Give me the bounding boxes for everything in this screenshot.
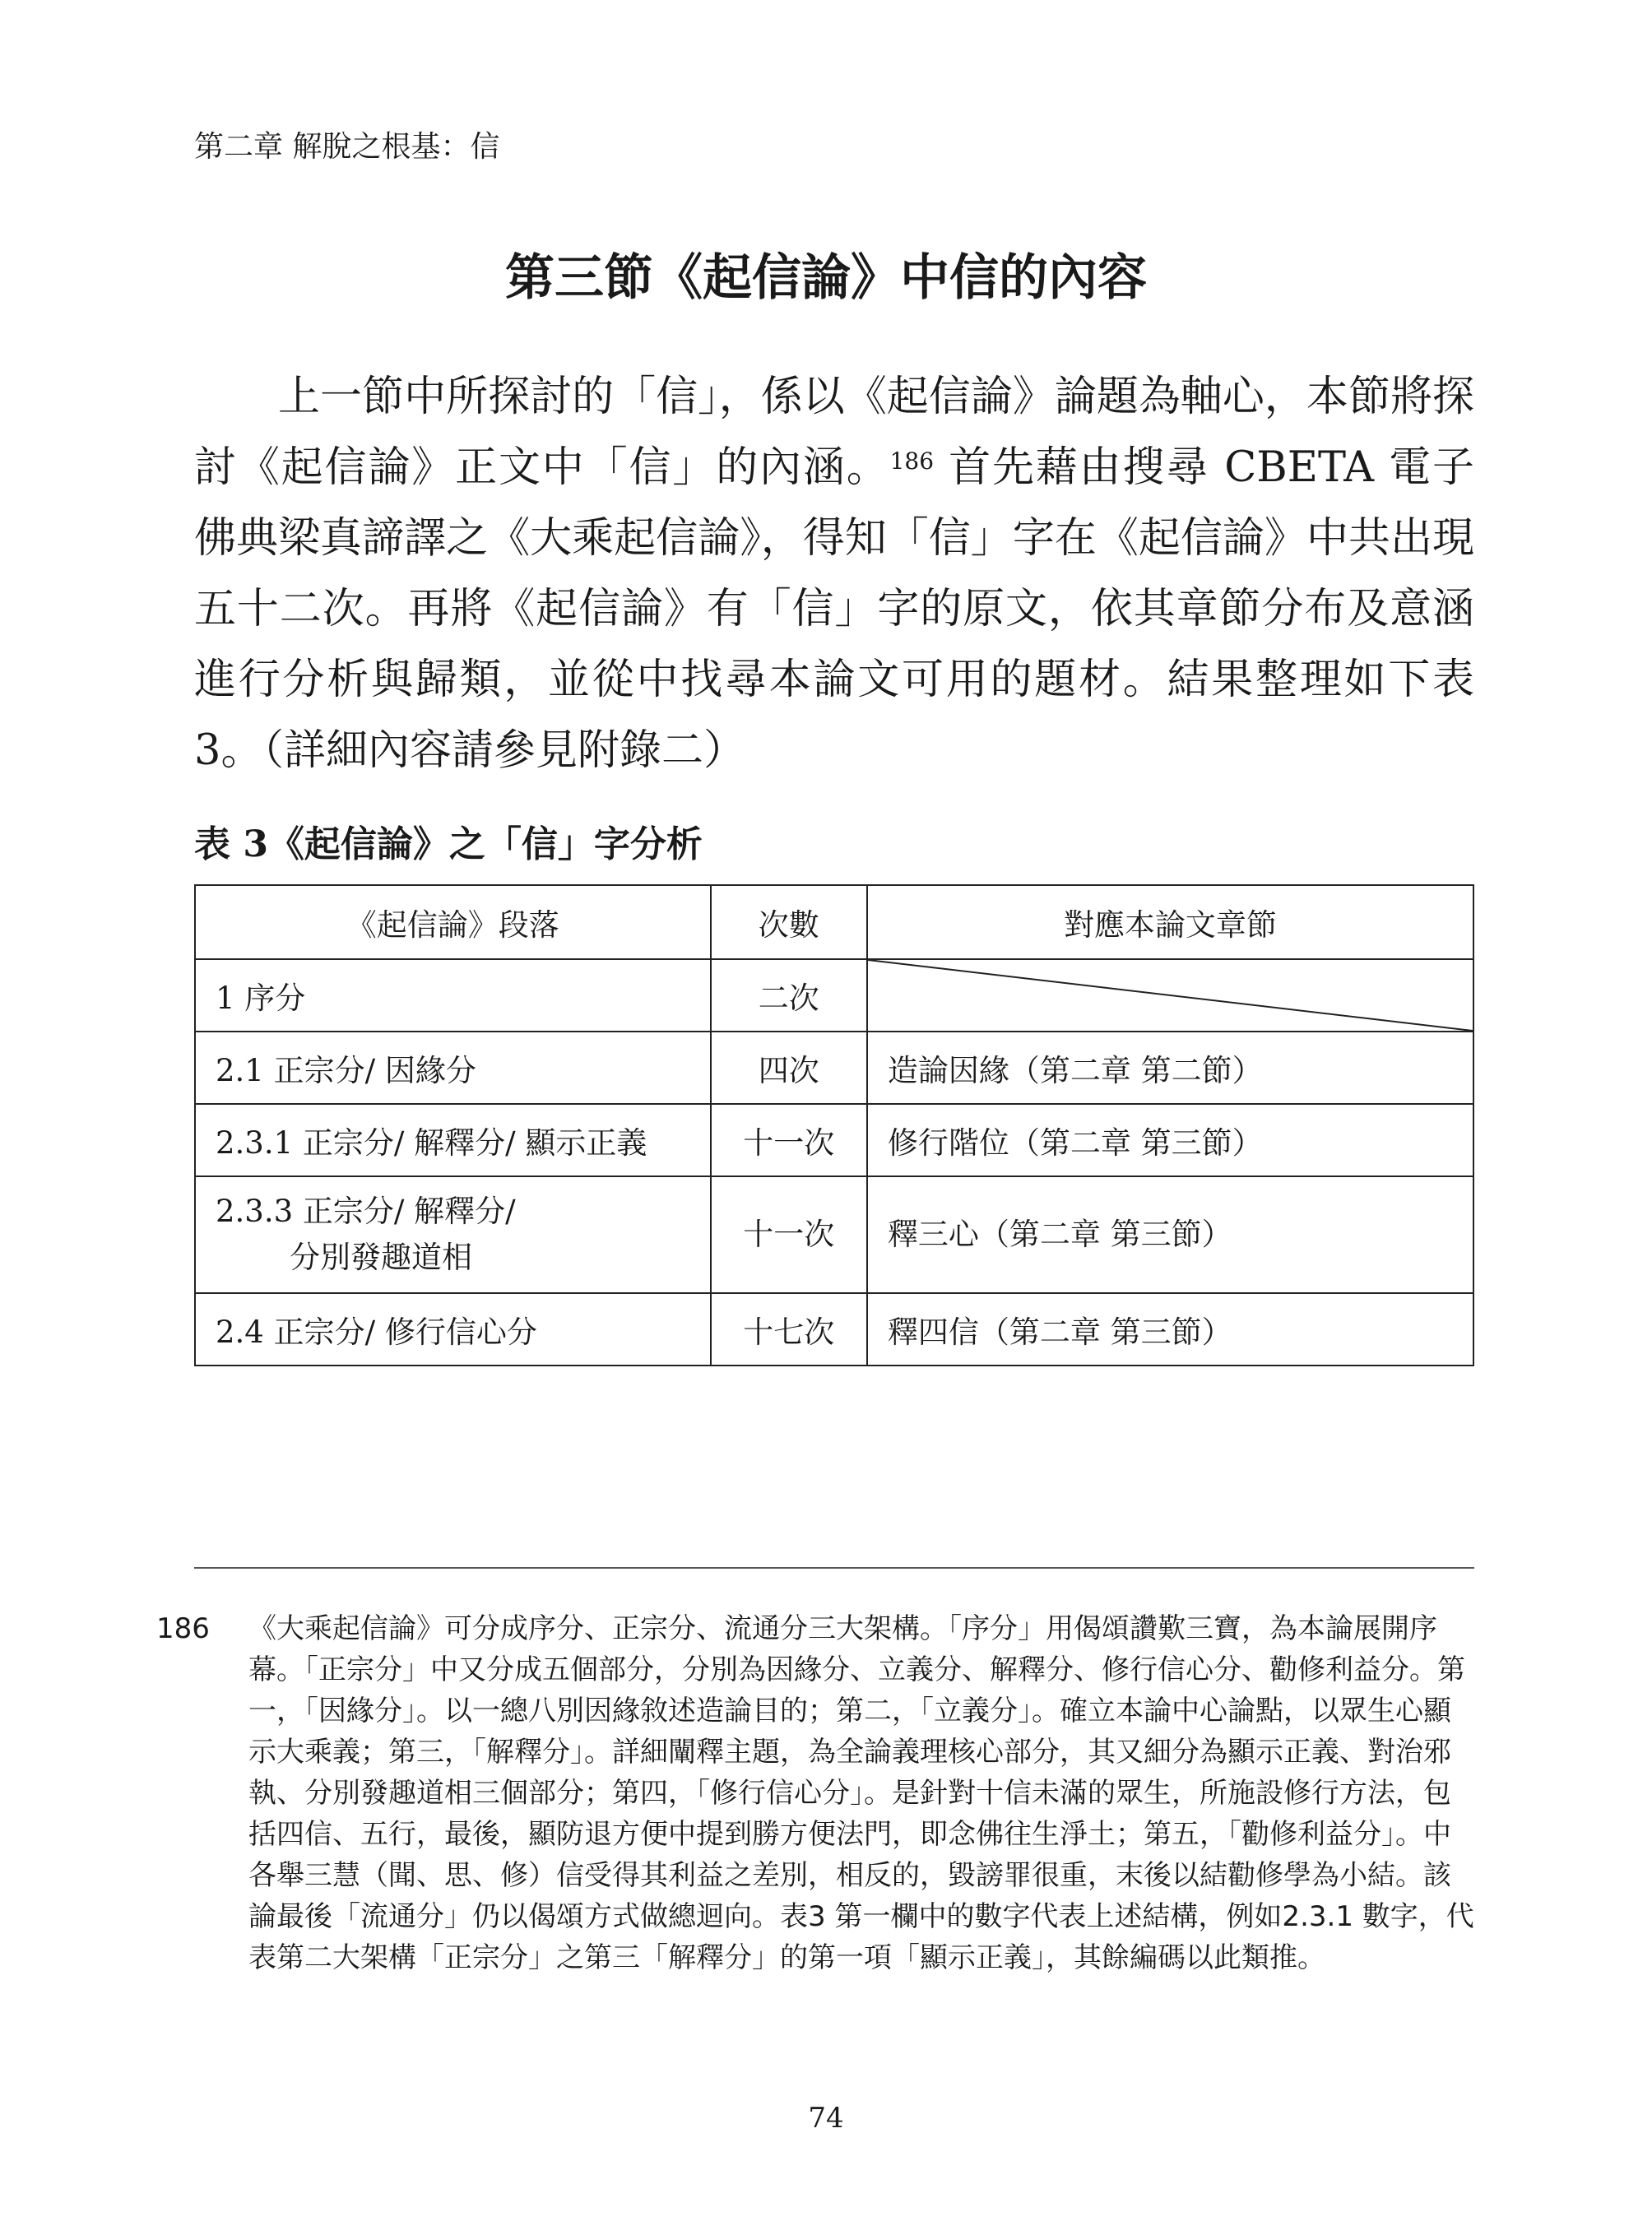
table-caption: 表 3《起信論》之「信」字分析 (194, 823, 703, 865)
footnote-text: 《大乘起信論》可分成序分、正宗分、流通分三大架構。「序分」用偈頌讚歎三寶，為本論展開序幕。「正宗分」中又分成五個部分，分別為因緣分、立義分、解釋分、修行信心分、勸修利益分。第一，「因緣分」。以一總八別因緣敘述造論目的；第二，「立義分」。確立本論中心論點，以眾生心顯示大乘義；第三，「解釋分」。詳細闡釋主題，為全論義理核心部分，其又細分為顯示正義、對治邪執、分別發趣道相三個部分；第四，「修行信心分」。是針對十信未滿的眾生，所施設修行方法，包括四信、五行，最後，顯防退方便中提到勝方便法門，即念佛往生淨土；第五，「勸修利益分」。中各舉三慧（聞、思、修）信受得其利益之差別，相反的，毀謗罪很重，末後以結勸修學為小結。該論最後「流通分」仍以偈頌方式做總迴向。表3 第一欄中的數字代表上述結構，例如2.3.1 數字，代表第二大架構「正宗分」之第三「解釋分」的第一項「顯示正義」，其餘編碼以此類推。 (248, 1612, 1474, 1974)
footnote (156, 1608, 1474, 1978)
body-text-part1: 上一節中所探討的「信」，係以《起信論》論題為軸心，本節將探討《起信論》正文中「信」的內涵。 (194, 373, 1474, 492)
cell-chapter-empty (867, 959, 1473, 1032)
analysis-table (194, 884, 1474, 1366)
header-section: 《起信論》段落 (195, 885, 711, 959)
cell-count: 十一次 (711, 1176, 867, 1293)
table-row (195, 1032, 1473, 1104)
cell-section-line1: 2.3.3 正宗分/ 解釋分/ (216, 1194, 516, 1229)
cell-count: 四次 (711, 1032, 867, 1104)
footnote-reference[interactable]: 186 (889, 447, 935, 475)
cell-chapter: 造論因緣（第二章 第二節） (867, 1032, 1473, 1104)
footnote-body (156, 1608, 1474, 1978)
page-number: 74 (808, 2102, 844, 2135)
footnote-number: 186 (156, 1612, 210, 1645)
header-count: 次數 (711, 885, 867, 959)
diagonal-line (868, 960, 1473, 1031)
body-paragraph (194, 362, 1474, 786)
table-row (195, 1293, 1473, 1366)
footnote-divider (194, 1567, 1474, 1569)
table-row (195, 959, 1473, 1032)
cell-section-line2: 分別發趣道相 (290, 1240, 472, 1275)
cell-count: 十七次 (711, 1293, 867, 1366)
cell-chapter: 釋三心（第二章 第三節） (867, 1176, 1473, 1293)
cell-section: 1 序分 (195, 959, 711, 1032)
running-head: 第二章 解脫之根基：信 (194, 130, 500, 164)
cell-count: 十一次 (711, 1104, 867, 1176)
cell-chapter: 修行階位（第二章 第三節） (867, 1104, 1473, 1176)
section-title: 第三節《起信論》中信的內容 (505, 249, 1147, 307)
cell-chapter: 釋四信（第二章 第三節） (867, 1293, 1473, 1366)
cell-section (195, 1176, 711, 1293)
table-row (195, 1176, 1473, 1293)
cell-count: 二次 (711, 959, 867, 1032)
table-header-row (195, 885, 1473, 959)
cell-section: 2.3.1 正宗分/ 解釋分/ 顯示正義 (195, 1104, 711, 1176)
body-text-part2: 首先藉由搜尋 CBETA 電子佛典梁真諦譯之《大乘起信論》，得知「信」字在《起信論》中共出現五十二次。再將《起信論》有「信」字的原文，依其章節分布及意涵進行分析與歸類，並從中找尋本論文可用的題材。結果整理如下表 3。（詳細內容請參見附錄二） (194, 443, 1474, 775)
header-chapter: 對應本論文章節 (867, 885, 1473, 959)
cell-section: 2.4 正宗分/ 修行信心分 (195, 1293, 711, 1366)
cell-section: 2.1 正宗分/ 因緣分 (195, 1032, 711, 1104)
table-row (195, 1104, 1473, 1176)
